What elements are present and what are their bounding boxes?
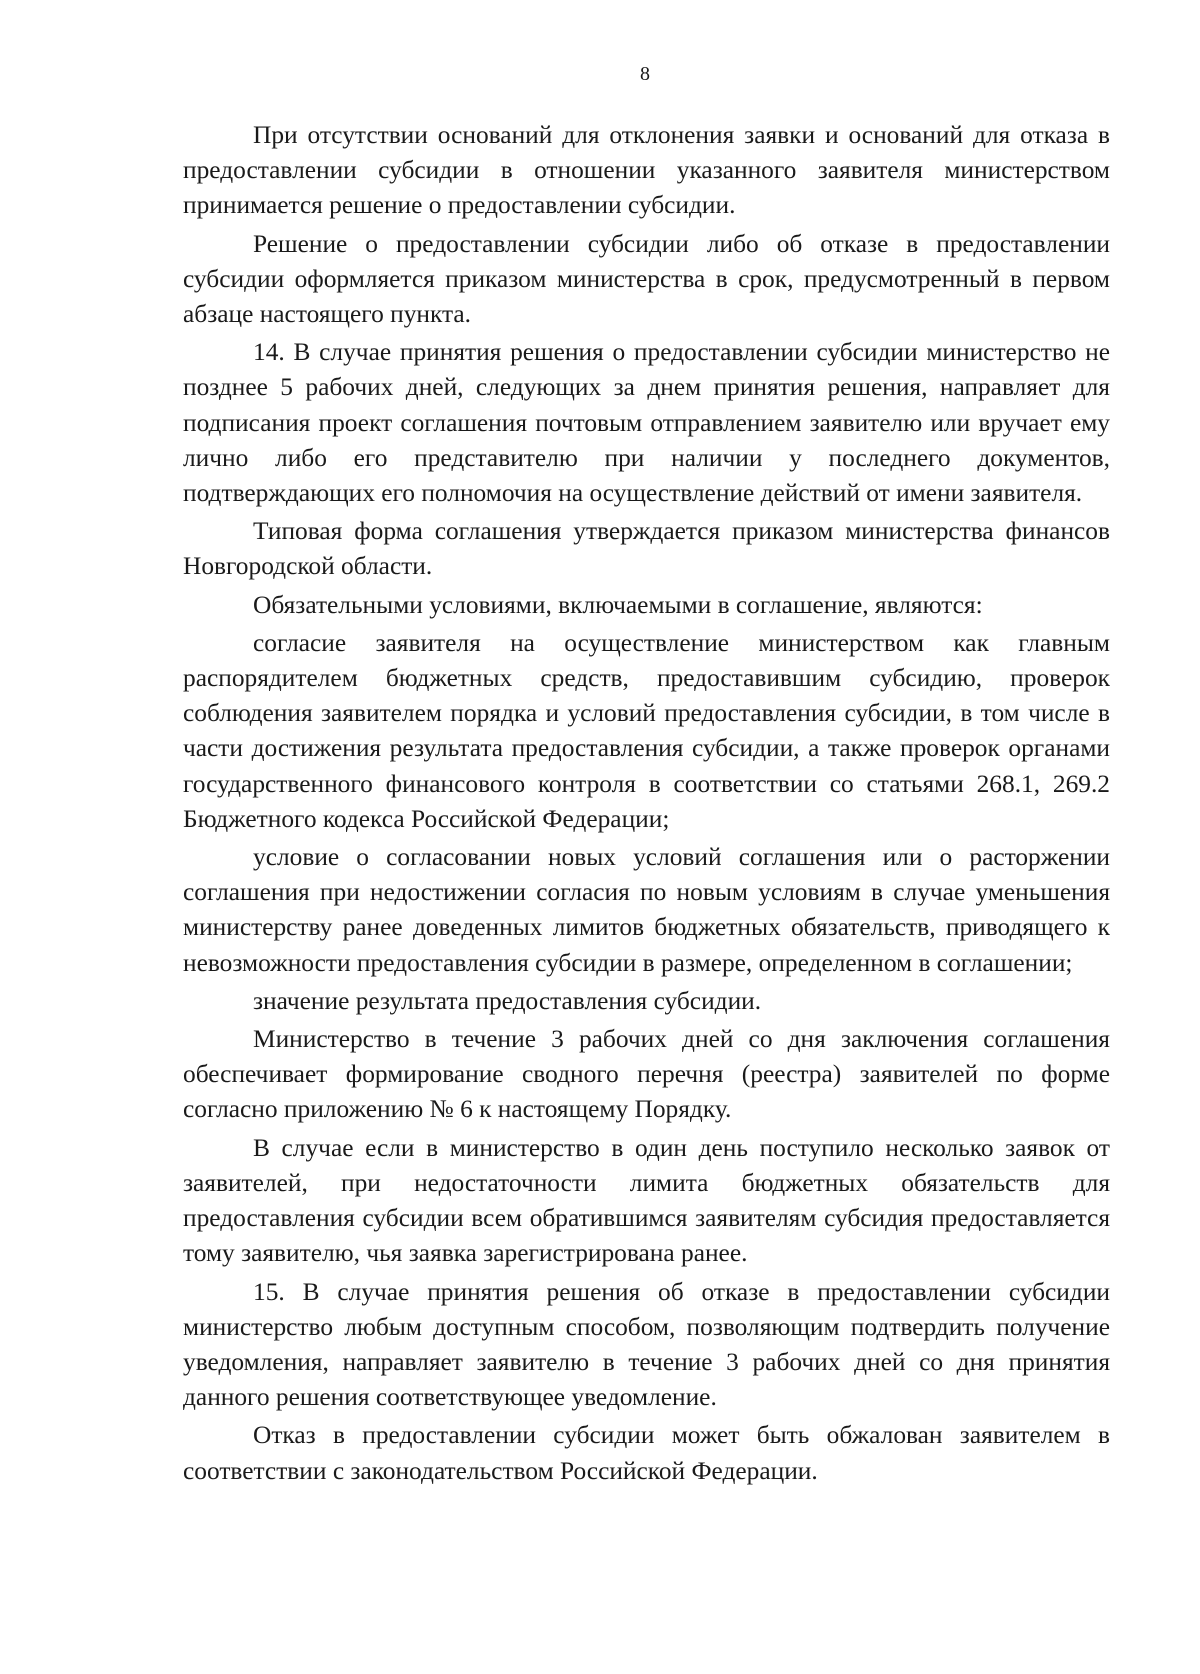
paragraph: В случае если в министерство в один день поступило несколько заявок от заявителей, при недостаточности лимита бюджетных обязательств для предоставления субсидии всем обратившимся заявителям субсидия предоставляется тому заявителю, чья заявка зарегистрирована ранее. xyxy=(183,1133,1110,1268)
paragraph: 14. В случае принятия решения о предоставлении субсидии министерство не позднее 5 рабочих дней, следующих за днем принятия решения, направляет для подписания проект соглашения почтовым отправлением заявителю или вручает ему лично либо его представителю при наличии у последнего документов, подтверждающих его полномочия на осуществление действий от имени заявителя. xyxy=(183,338,1110,508)
paragraph: Обязательными условиями, включаемыми в соглашение, являются: xyxy=(253,590,983,619)
paragraph: условие о согласовании новых условий соглашения или о расторжении соглашения при недостижении согласия по новым условиям в случае уменьшения министерству ранее доведенных лимитов бюджетных обязательств, приводящего к невозможности предоставления субсидии в размере, определенном в соглашении; xyxy=(183,843,1110,977)
paragraph: Министерство в течение 3 рабочих дней со дня заключения соглашения обеспечивает формирование сводного перечня (реестра) заявителей по форме согласно приложению № 6 к настоящему Порядку. xyxy=(183,1025,1110,1124)
paragraph: Решение о предоставлении субсидии либо об отказе в предоставлении субсидии оформляется приказом министерства в срок, предусмотренный в первом абзаце настоящего пункта. xyxy=(183,229,1110,329)
paragraph: согласие заявителя на осуществление министерством как главным распорядителем бюджетных средств, предоставившим субсидию, проверок соблюдения заявителем порядка и условий предоставления субсидии, в том числе в части достижения результата предоставления субсидии, а также проверок органами государственного финансового контроля в соответствии со статьями 268.1, 269.2 Бюджетного кодекса Российской Федерации; xyxy=(183,628,1110,833)
paragraph: Типовая форма соглашения утверждается приказом министерства финансов Новгородской области. xyxy=(183,517,1110,581)
paragraph: При отсутствии оснований для отклонения заявки и оснований для отказа в предоставлении субсидии в отношении указанного заявителя министерством принимается решение о предоставлении субсидии. xyxy=(183,121,1110,220)
paragraph: 15. В случае принятия решения об отказе в предоставлении субсидии министерство любым доступным способом, позволяющим подтвердить получение уведомления, направляет заявителю в течение 3 рабочих дней со дня принятия данного решения соответствующее уведомление. xyxy=(183,1277,1110,1412)
page-number: 8 xyxy=(640,63,650,85)
document-body xyxy=(183,118,1110,1489)
paragraph: Отказ в предоставлении субсидии может быть обжалован заявителем в соответствии с законодательством Российской Федерации. xyxy=(183,1421,1110,1485)
paragraph: значение результата предоставления субсидии. xyxy=(253,986,762,1015)
